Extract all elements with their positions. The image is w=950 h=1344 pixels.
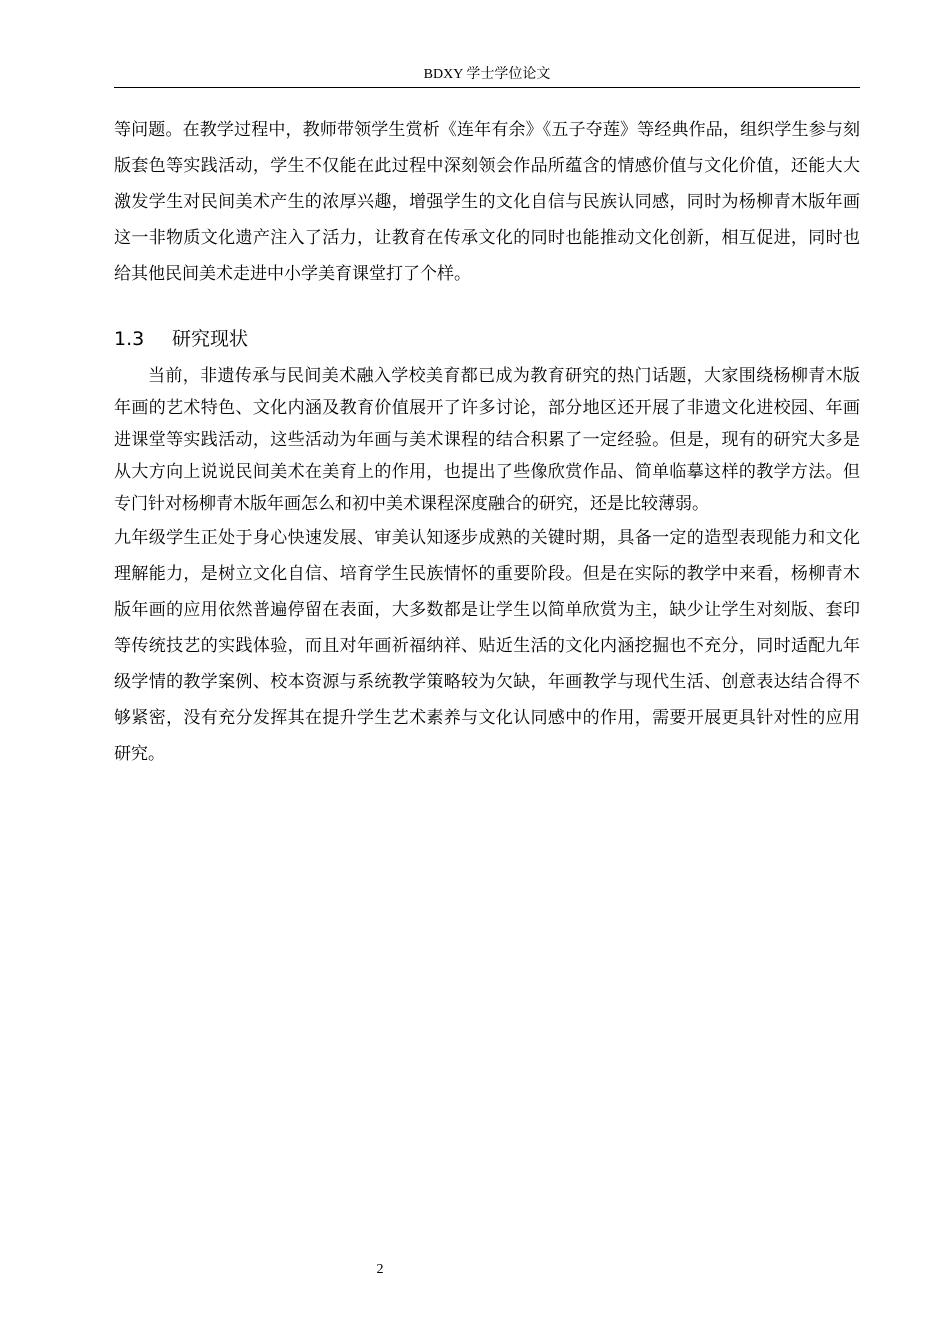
section-heading — [114, 324, 860, 354]
paragraph-grade-nine: 九年级学生正处于身心快速发展、审美认知逐步成熟的关键时期，具备一定的造型表现能力和文化理解能力，是树立文化自信、培育学生民族情怀的重要阶段。但是在实际的教学中来看，杨柳青木版年画的应用依然普遍停留在表面，大多数都是让学生以简单欣赏为主，缺少让学生对刻版、套印等传统技艺的实践体验，而且对年画祈福纳祥、贴近生活的文化内涵挖掘也不充分，同时适配九年级学情的教学案例、校本资源与系统教学策略较为欠缺，年画教学与现代生活、创意表达结合得不够紧密，没有充分发挥其在提升学生艺术素养与文化认同感中的作用，需要开展更具针对性的应用研究。 — [114, 528, 860, 764]
page-number: 2 — [376, 1262, 384, 1277]
section-number: 1.3 — [114, 328, 145, 350]
paragraph-continuation: 等问题。在教学过程中，教师带领学生赏析《连年有余》《五子夺莲》等经典作品，组织学生参与刻版套色等实践活动，学生不仅能在此过程中深刻领会作品所蕴含的情感价值与文化价值，还能大大激发学生对民间美术产生的浓厚兴趣，增强学生的文化自信与民族认同感，同时为杨柳青木版年画这一非物质文化遗产注入了活力，让教育在传承文化的同时也能推动文化创新，相互促进，同时也给其他民间美术走进中小学美育课堂打了个样。 — [114, 120, 860, 284]
page-header — [114, 66, 860, 88]
header-title: BDXY 学士学位论文 — [423, 67, 551, 82]
document-body — [114, 112, 860, 772]
section-title: 研究现状 — [172, 328, 249, 350]
paragraph-research-status: 当前，非遗传承与民间美术融入学校美育都已成为教育研究的热门话题，大家围绕杨柳青木版年画的艺术特色、文化内涵及教育价值展开了许多讨论，部分地区还开展了非遗文化进校园、年画进课堂等实践活动，这些活动为年画与美术课程的结合积累了一定经验。但是，现有的研究大多是从大方向上说说民间美术在美育上的作用，也提出了些像欣赏作品、简单临摹这样的教学方法。但专门针对杨柳青木版年画怎么和初中美术课程深度融合的研究，还是比较薄弱。 — [114, 366, 860, 514]
